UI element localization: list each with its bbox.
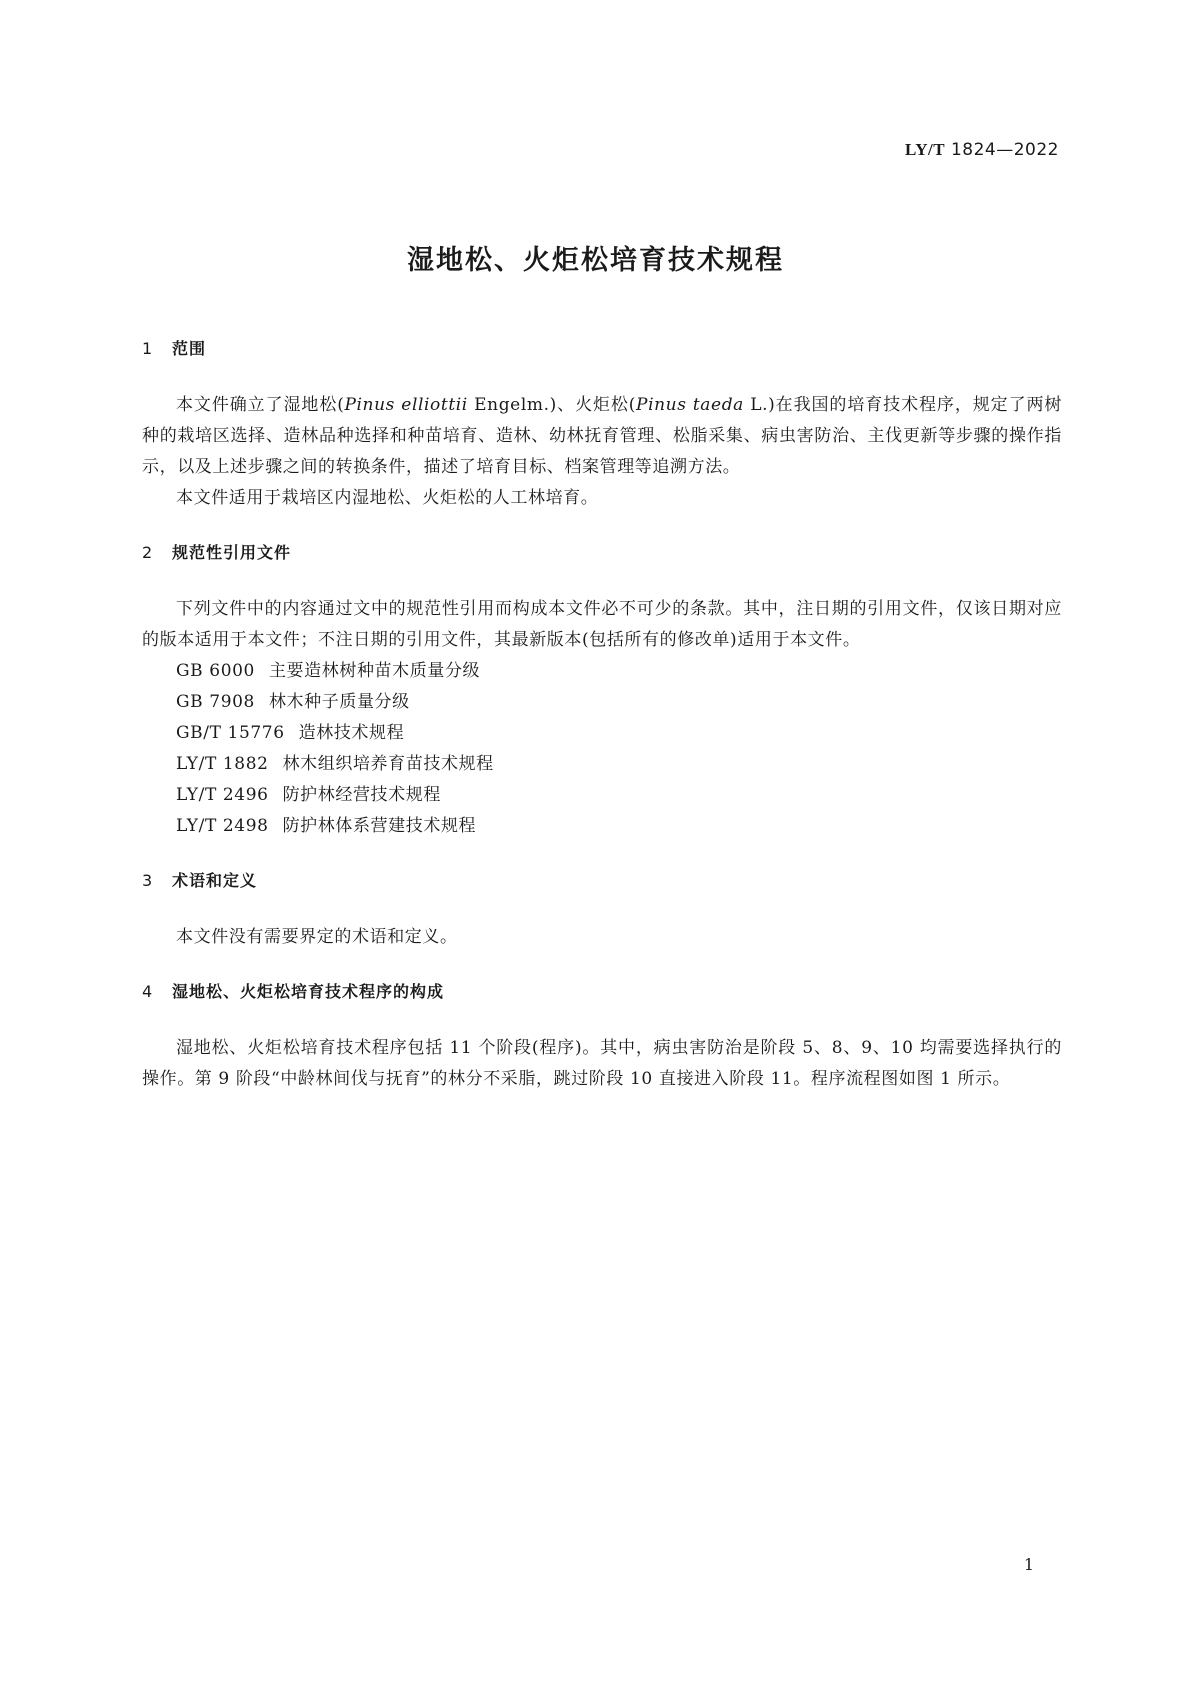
section-2-paragraph-1: 下列文件中的内容通过文中的规范性引用而构成本文件必不可少的条款。其中，注日期的引用文件，仅该日期对应的版本适用于本文件；不注日期的引用文件，其最新版本(包括所有的修改单)适用于本文件。 <box>142 599 1062 650</box>
reference-title: 防护林体系营建技术规程 <box>282 816 477 836</box>
standard-number: 1824—2022 <box>950 140 1059 160</box>
section-number: 1 <box>142 339 154 358</box>
section-4-heading <box>142 981 1062 1003</box>
reference-code: LY/T 2496 <box>176 785 269 805</box>
section-title: 术语和定义 <box>172 871 258 890</box>
section-title: 湿地松、火炬松培育技术程序的构成 <box>172 982 445 1001</box>
reference-code: GB 7908 <box>176 692 255 712</box>
reference-title: 林木组织培养育苗技术规程 <box>282 754 494 774</box>
reference-code: LY/T 1882 <box>176 754 269 774</box>
section-1-heading <box>142 338 1062 360</box>
section-number: 2 <box>142 543 154 562</box>
latin-name: Pinus taeda <box>636 395 744 415</box>
latin-name: Pinus elliottii <box>344 395 468 415</box>
reference-title: 林木种子质量分级 <box>268 692 410 712</box>
reference-item <box>142 811 1062 842</box>
section-2-heading <box>142 542 1062 564</box>
reference-item <box>142 780 1062 811</box>
reference-code: GB 6000 <box>176 661 255 681</box>
reference-title: 主要造林树种苗木质量分级 <box>268 661 481 681</box>
section-3-paragraph-1: 本文件没有需要界定的术语和定义。 <box>176 927 458 947</box>
section-4-paragraph-1: 湿地松、火炬松培育技术程序包括 11 个阶段(程序)。其中，病虫害防治是阶段 5、8、9、10 均需要选择执行的操作。第 9 阶段“中龄林间伐与抚育”的林分不采脂，跳过阶段 10 直接进入阶段 11。程序流程图如图 1 所示。 <box>142 1038 1062 1089</box>
reference-code: LY/T 2498 <box>176 816 269 836</box>
standard-code <box>905 140 1059 160</box>
text-run: L.)在我国的培育技术程序，规定了两树种的栽培区选择、造林品种选择和种苗培育、造林、幼林抚育管理、松脂采集、病虫害防治、主伐更新等步骤的操作指示，以及上述步骤之间的转换条件，描述了培育目标、档案管理等追溯方法。 <box>142 395 1062 477</box>
standard-prefix: LY/T <box>904 140 946 159</box>
reference-item <box>142 687 1062 718</box>
section-number: 4 <box>142 982 154 1001</box>
reference-title: 防护林经营技术规程 <box>282 785 441 805</box>
section-1-paragraph-1 <box>142 390 1062 483</box>
reference-item <box>142 749 1062 780</box>
section-title: 范围 <box>172 339 207 358</box>
reference-title: 造林技术规程 <box>298 723 405 743</box>
text-run: Engelm.)、火炬松( <box>467 395 637 415</box>
section-number: 3 <box>142 871 154 890</box>
reference-item <box>142 718 1062 749</box>
normative-references-list <box>142 656 1062 842</box>
section-3-heading <box>142 870 1062 892</box>
reference-item <box>142 656 1062 687</box>
section-1-paragraph-2: 本文件适用于栽培区内湿地松、火炬松的人工林培育。 <box>176 488 599 508</box>
document-title: 湿地松、火炬松培育技术规程 <box>407 245 784 276</box>
reference-code: GB/T 15776 <box>176 723 285 743</box>
text-run: 本文件确立了湿地松( <box>176 395 345 415</box>
section-title: 规范性引用文件 <box>172 543 292 562</box>
document-body <box>142 338 1062 1095</box>
page-number: 1 <box>1023 1555 1034 1574</box>
